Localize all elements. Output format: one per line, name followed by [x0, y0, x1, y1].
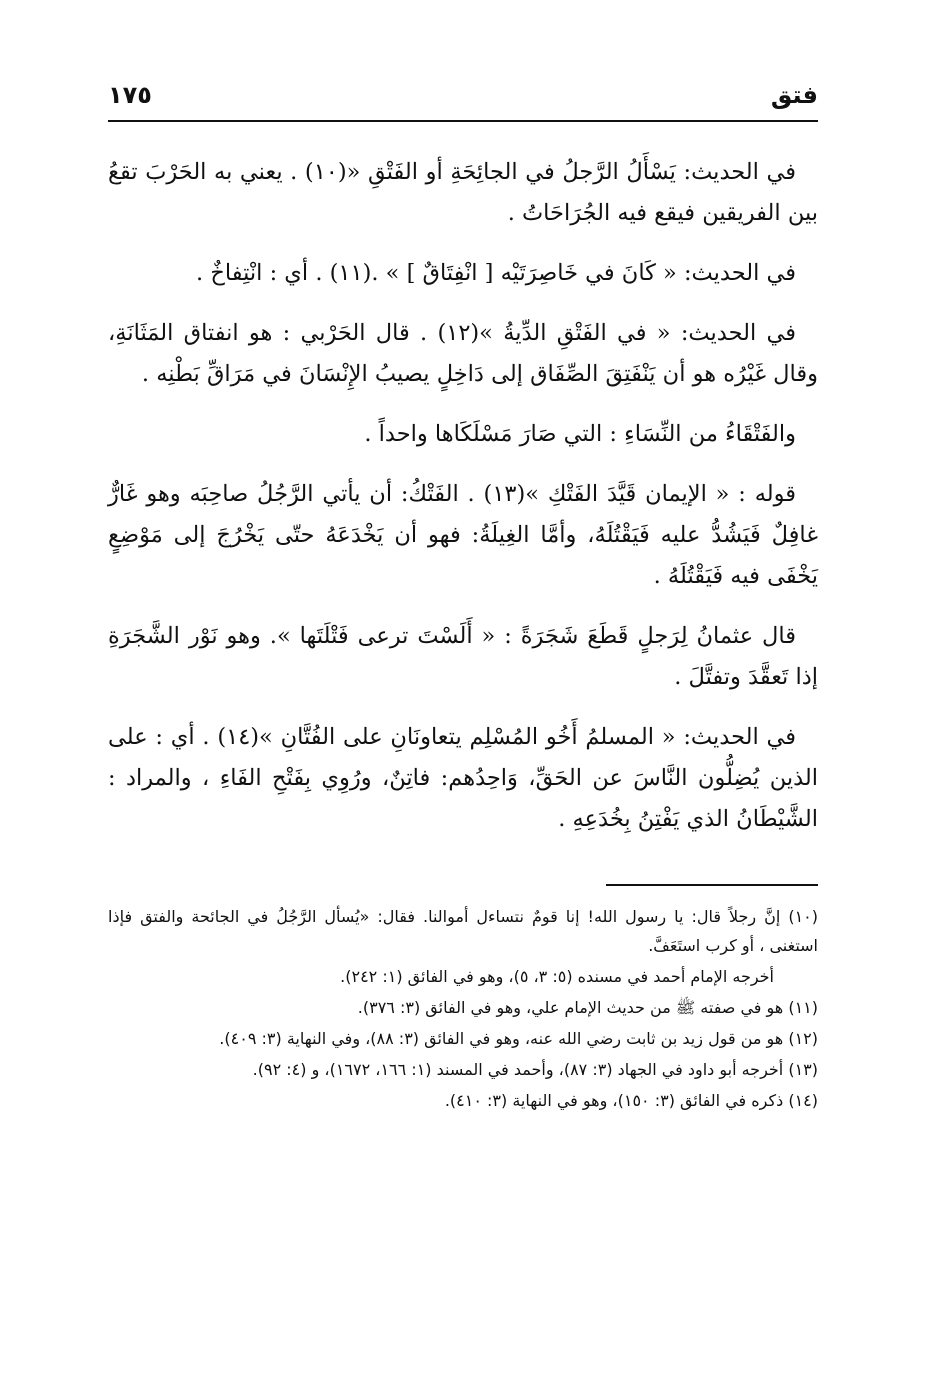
- footnote-continuation: أخرجه الإمام أحمد في مسنده (٥: ٣، ٥)، وهو في الفائق (١: ٢٤٢).: [340, 967, 774, 986]
- page-header: [108, 70, 818, 122]
- paragraph: قال عثمانُ لِرَجلٍ قَطَعَ شَجَرَةً : « أَلَسْتَ ترعى فَتْلَتَها ». وهو نَوْر الشَّجَرَةِ إذا تَعقَّدَ وتفتَّلَ .: [108, 623, 818, 690]
- footnote: (١٤) ذكره في الفائق (٣: ١٥٠)، وهو في النهاية (٣: ٤١٠).: [444, 1091, 818, 1110]
- page-number: ١٧٥: [108, 81, 152, 109]
- footnote-divider: [606, 884, 818, 886]
- footnote: (١٣) أخرجه أبو داود في الجهاد (٣: ٨٧)، وأحمد في المسند (١: ١٦٦، ١٦٧٢)، و (٤: ٩٢).: [252, 1060, 818, 1079]
- main-text: [108, 152, 818, 840]
- footnote: (١٢) هو من قول زيد بن ثابت رضي الله عنه، وهو في الفائق (٣: ٨٨)، وفي النهاية (٣: ٤٠٩).: [219, 1029, 818, 1048]
- footnotes: [108, 902, 818, 1115]
- paragraph: في الحديث: « كَانَ في خَاصِرَتَيْه [ انْفِتَاقٌ ] » .(١١) . أي : انْتِفاخٌ .: [196, 260, 796, 286]
- running-title: فتق: [770, 81, 818, 109]
- footnote: (١١) هو في صفته ﷺ من حديث الإمام علي، وهو في الفائق (٣: ٣٧٦).: [357, 998, 818, 1017]
- book-page: [108, 70, 818, 1350]
- paragraph: في الحديث: يَسْأَلُ الرَّجلُ في الجائِحَةِ أو الفَتْقِ «(١٠) . يعني به الحَرْبَ تقعُ بين الفريقين فيقع فيه الجُرَاحَاتُ .: [108, 159, 818, 226]
- paragraph: قوله : « الإيمان قَيَّدَ الفَتْكِ »(١٣) . الفَتْكُ: أن يأتي الرَّجُلُ صاحِبَه وهو غَارٌّ غافِلٌ فَيَشُدُّ عليه فَيَقْتُلَهُ، وأمَّا الغِيلَةُ: فهو أن يَخْدَعَهُ حتّى يَخْرُجَ إلى مَوْضِعٍ يَخْفَى فيه فَيَقْتُلَهُ .: [108, 481, 818, 589]
- paragraph: في الحديث: « في الفَتْقِ الدِّيةُ »(١٢) . قال الحَرْبي : هو انفتاق المَثَانَةِ، وقال غَيْرُه هو أن يَنْفَتِقَ الصِّفَاق إلى دَاخِلٍ يصيبُ الإِنْسَانَ في مَرَاقِّ بَطْنِه .: [108, 320, 818, 387]
- paragraph: والفَتْقَاءُ من النِّسَاءِ : التي صَارَ مَسْلَكَاها واحداً .: [364, 421, 796, 447]
- paragraph: في الحديث: « المسلمُ أَخُو المُسْلِم يتعاونَانِ على الفُتَّانِ »(١٤) . أي : على الذين يُضِلُّون النَّاسَ عن الحَقِّ، وَاحِدُهم: فاتِنٌ، ورُوِي بِفَتْحِ الفَاءِ ، والمراد : الشَّيْطَانُ الذي يَفْتِنُ بِخُدَعِهِ .: [108, 724, 818, 832]
- footnote: (١٠) إنَّ رجلاً قال: يا رسول الله! إنا قومٌ نتساءل أموالنا. فقال: «يُسأل الرَّجُلُ في الجائحة والفتق فإذا استغنى ، أو كرب استَعَفَّ.: [108, 907, 818, 955]
